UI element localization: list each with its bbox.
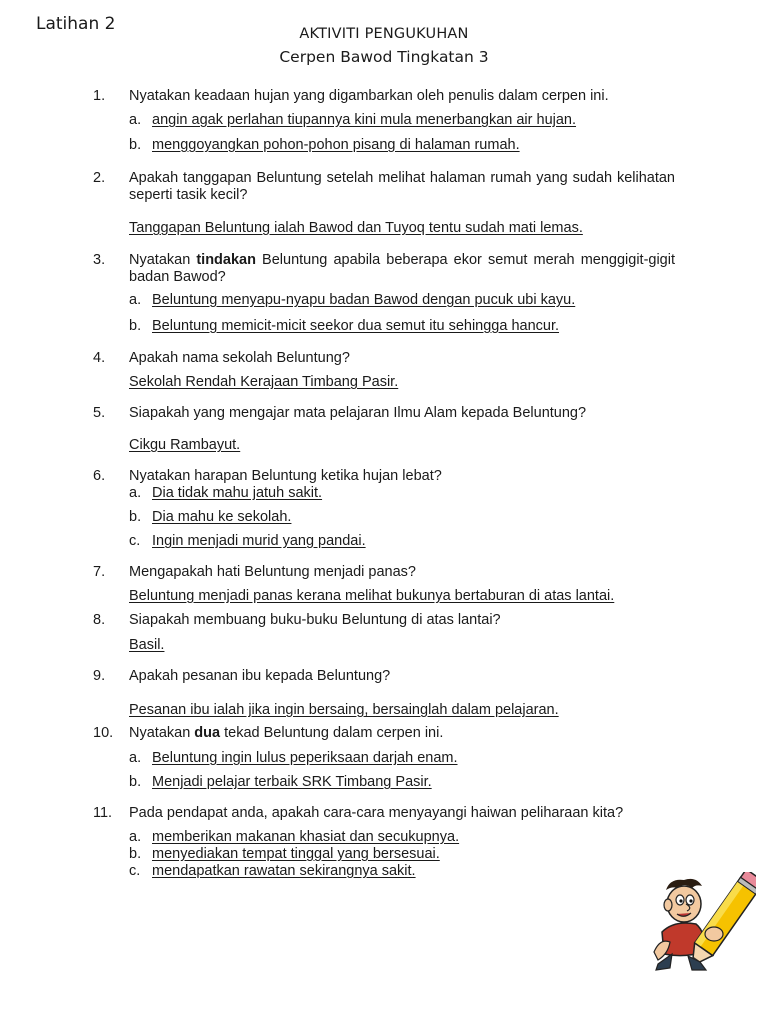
question-number: 4. <box>93 350 106 366</box>
answer-letter: b. <box>129 318 142 334</box>
question-number: 7. <box>93 564 106 580</box>
answer-text: Basil. <box>129 637 165 653</box>
answer-text: Beluntung ingin lulus peperiksaan darjah enam. <box>152 750 458 766</box>
question-number: 9. <box>93 668 106 684</box>
answer-text: Pesanan ibu ialah jika ingin bersaing, bersainglah dalam pelajaran. <box>129 702 559 718</box>
answer-letter: a. <box>129 112 142 128</box>
question-text: Apakah pesanan ibu kepada Beluntung? <box>129 668 391 684</box>
question-text: Pada pendapat anda, apakah cara-cara menyayangi haiwan peliharaan kita? <box>129 805 624 821</box>
question-text: Nyatakan keadaan hujan yang digambarkan oleh penulis dalam cerpen ini. <box>129 88 609 104</box>
answer-text: menyediakan tempat tinggal yang bersesuai. <box>152 846 440 862</box>
answer-letter: a. <box>129 485 142 501</box>
answer-letter: a. <box>129 292 142 308</box>
answer-text: menggoyangkan pohon-pohon pisang di halaman rumah. <box>152 137 520 153</box>
question-number: 10. <box>93 725 114 741</box>
question-number: 1. <box>93 88 106 104</box>
cartoon-boy-with-pencil-icon <box>644 872 756 976</box>
answer-text: Cikgu Rambayut. <box>129 437 241 453</box>
answer-text: memberikan makanan khasiat dan secukupnya. <box>152 829 460 845</box>
question-text: Nyatakan tindakan Beluntung apabila beberapa ekor semut merah menggigit-gigit badan Bawod? <box>129 252 675 285</box>
question-number: 5. <box>93 405 106 421</box>
question-text: Nyatakan dua tekad Beluntung dalam cerpen ini. <box>129 725 444 741</box>
question-text: Mengapakah hati Beluntung menjadi panas? <box>129 564 416 580</box>
answer-text: Beluntung memicit-micit seekor dua semut itu sehingga hancur. <box>152 318 560 334</box>
answer-text: Beluntung menjadi panas kerana melihat bukunya bertaburan di atas lantai. <box>129 588 615 604</box>
answer-text: Menjadi pelajar terbaik SRK Timbang Pasir. <box>152 774 432 790</box>
answer-text: Ingin menjadi murid yang pandai. <box>152 533 366 549</box>
answer-letter: b. <box>129 846 142 862</box>
question-text: Siapakah membuang buku-buku Beluntung di atas lantai? <box>129 612 501 628</box>
answer-text: angin agak perlahan tiupannya kini mula menerbangkan air hujan. <box>152 112 577 128</box>
answer-letter: b. <box>129 137 142 153</box>
answer-text: mendapatkan rawatan sekirangnya sakit. <box>152 863 416 879</box>
question-text: Apakah nama sekolah Beluntung? <box>129 350 350 366</box>
emphasis-word: tindakan <box>196 252 256 268</box>
answer-letter: b. <box>129 509 142 525</box>
answer-letter: b. <box>129 774 142 790</box>
page-subtitle: Cerpen Bawod Tingkatan 3 <box>279 48 489 66</box>
answer-text: Dia tidak mahu jatuh sakit. <box>152 485 323 501</box>
page-title: AKTIVITI PENGUKUHAN <box>299 26 469 42</box>
answer-letter: a. <box>129 750 142 766</box>
answer-letter: a. <box>129 829 142 845</box>
emphasis-word: dua <box>194 725 221 741</box>
question-number: 2. <box>93 170 106 186</box>
question-number: 3. <box>93 252 106 268</box>
answer-text: Beluntung menyapu-nyapu badan Bawod dengan pucuk ubi kayu. <box>152 292 576 308</box>
answer-text: Tanggapan Beluntung ialah Bawod dan Tuyoq tentu sudah mati lemas. <box>129 220 583 236</box>
question-number: 11. <box>93 805 113 821</box>
question-text: Apakah tanggapan Beluntung setelah melihat halaman rumah yang sudah kelihatan seperti tasik kecil? <box>129 170 675 203</box>
answer-text: Dia mahu ke sekolah. <box>152 509 292 525</box>
answer-text: Sekolah Rendah Kerajaan Timbang Pasir. <box>129 374 399 390</box>
question-number: 6. <box>93 468 106 484</box>
answer-letter: c. <box>129 863 141 879</box>
answer-letter: c. <box>129 533 141 549</box>
question-text: Siapakah yang mengajar mata pelajaran Ilmu Alam kepada Beluntung? <box>129 405 587 421</box>
question-number: 8. <box>93 612 106 628</box>
exercise-label: Latihan 2 <box>36 14 116 34</box>
question-text: Nyatakan harapan Beluntung ketika hujan lebat? <box>129 468 442 484</box>
